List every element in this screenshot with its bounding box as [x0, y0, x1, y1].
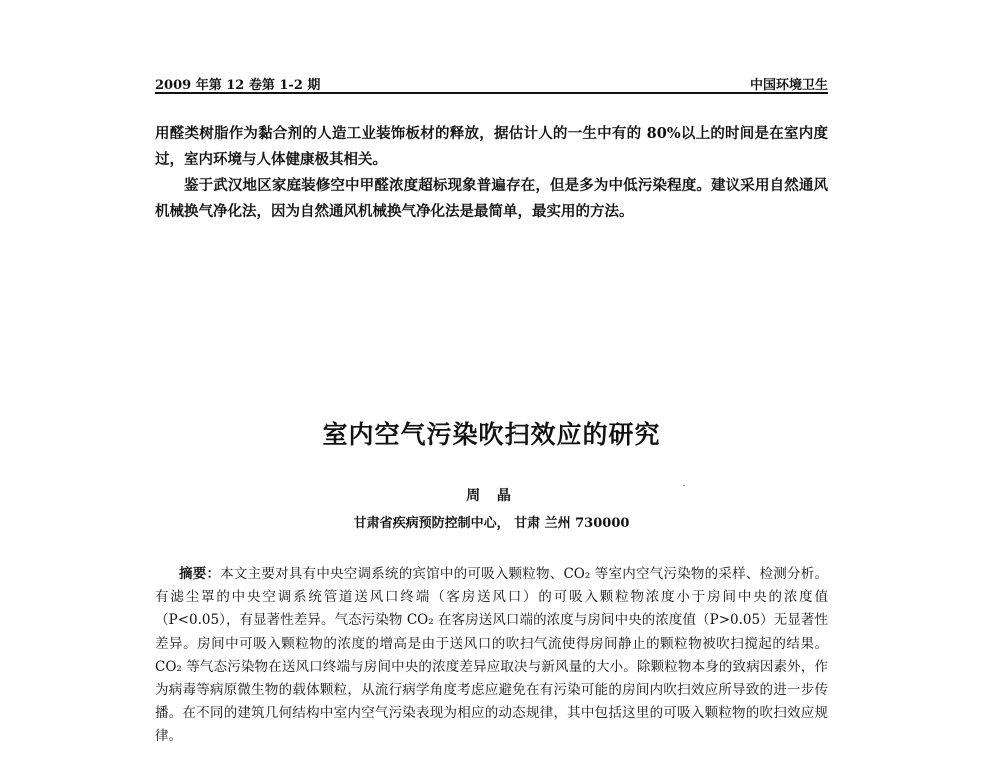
abstract [155, 563, 828, 749]
running-header [155, 74, 828, 94]
author-name: 周 晶 [466, 488, 517, 504]
issue-info: 2009 年第 12 卷第 1-2 期 [155, 78, 321, 93]
author-affiliation: 甘肃省疾病预防控制中心， 甘肃 兰州 730000 [353, 516, 630, 531]
continuation-paragraph-2: 鉴于武汉地区家庭装修空中甲醛浓度超标现象普遍存在，但是多为中低污染程度。建议采用自然通风机械换气净化法，因为自然通风机械换气净化法是最简单，最实用的方法。 [155, 177, 828, 220]
journal-name: 中国环境卫生 [749, 78, 828, 93]
abstract-text: 本文主要对具有中央空调系统的宾馆中的可吸入颗粒物、CO₂ 等室内空气污染物的采样、检测分析。有滤尘罩的中央空调系统管道送风口终端（客房送风口）的可吸入颗粒物浓度小于房间中央的浓度值（P<0.05），有显著性差异。气态污染物 CO₂ 在客房送风口端的浓度与房间中央的浓度值（P>0.05）无显著性差异。房间中可吸入颗粒物的浓度的增高是由于送风口的吹扫气流使得房间静止的颗粒物被吹扫搅起的结果。CO₂ 等气态污染物在送风口终端与房间中央的浓度差异应取决与新风量的大小。除颗粒物本身的致病因素外，作为病毒等病原微生物的载体颗粒，从流行病学角度考虑应避免在有污染可能的房间内吹扫效应所导致的进一步传播。在不同的建筑几何结构中室内空气污染表现为相应的动态规律，其中包括这里的可吸入颗粒物的吹扫效应规律。 [155, 566, 828, 745]
continuation-paragraph-1: 用醛类树脂作为黏合剂的人造工业装饰板材的释放，据估计人的一生中有的 80%以上的时间是在室内度过，室内环境与人体健康极其相关。 [155, 125, 828, 168]
article-title: 室内空气污染吹扫效应的研究 [322, 420, 661, 449]
abstract-label: 摘要： [179, 566, 221, 582]
